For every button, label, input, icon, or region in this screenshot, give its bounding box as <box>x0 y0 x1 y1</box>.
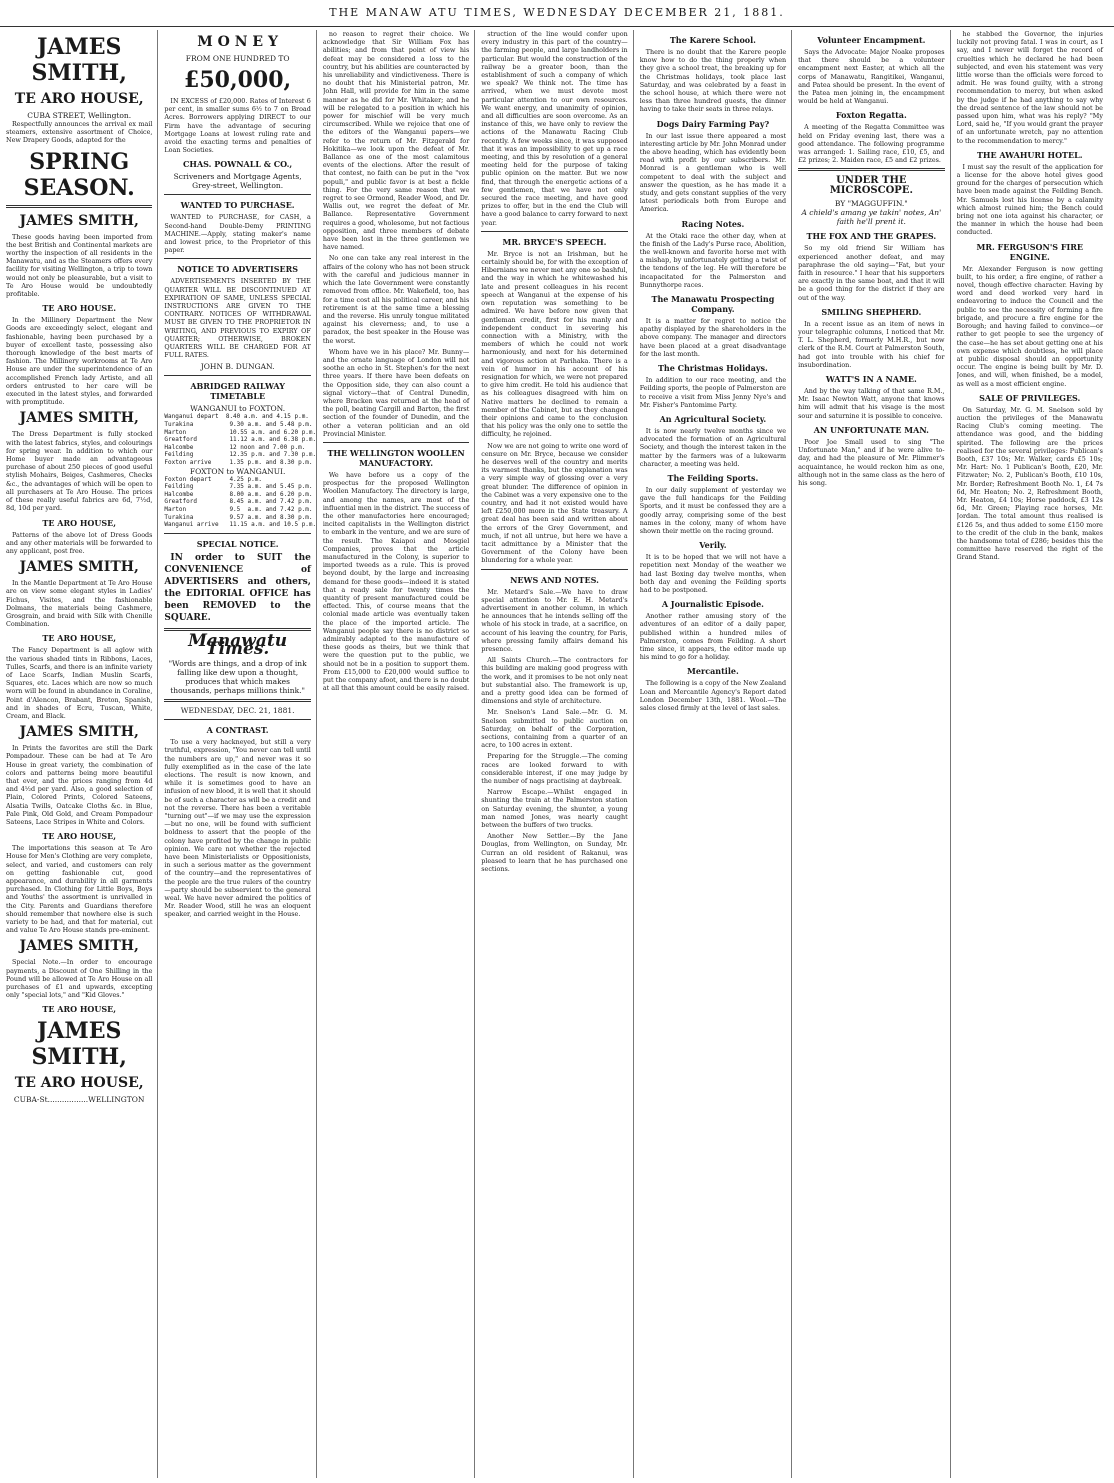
column-motto: A chield's amang ye takin' notes, An' faith he'll prent it. <box>801 208 942 227</box>
ad-paragraph: In Prints the favorites are still the Dark Pompadour. These can be had at Te Aro House in great variety, the combination of colors and patterns being more beautiful that ever, and the prices ranging from 4d and 4½d per yard. Also, a good selection of Plain, Colored Prints, Colored Sateens, Alsatia Twills, Oatcake Cloths &c. in Blue, Pale Pink, Old Gold, and Cream Pompadour Sateens, Lace Stripes in White and Colors. <box>6 744 153 826</box>
article-paragraph: In a recent issue as an item of news in your telegraphic columns, I noticed that Mr. T. L. Shepherd, formerly M.H.R., but now clerk of the R.M. Court at Palmerston South, had got into trouble with his chief for insubordination. <box>798 319 945 369</box>
column-5 <box>640 30 792 1478</box>
news-item: At the Otaki race the other day, when at the finish of the Lady's Purse race, Abolition, the well-known and favorite horse met with a mishap, by unfortunately getting a twist of the tendons of the leg. He will therefore be incapacitated for the Palmerston and Bunnythorpe races. <box>639 231 787 289</box>
column-2 <box>164 30 316 1478</box>
ad-paragraph: These goods having been imported from the best British and Continental markets are worthy the inspection of all residents in the Manawatu, and as the Steamers offers every facility for visiting Wellington, a trip to town would not only be pleasurable, but a visit to Te Aro House would be undoubtedly profitable. <box>6 232 153 299</box>
ad-heading: WANTED TO PURCHASE. <box>180 200 295 211</box>
ad-footer-street: CUBA-St.................WELLINGTON <box>13 1095 145 1105</box>
news-item: It is to be hoped that we will not have a repetition next Monday of the weather we had last Boxing day twelve months, when both day and evening the Feilding sports had to be postponed. <box>639 553 787 594</box>
newspaper-columns <box>6 30 1108 1478</box>
ad-paragraph: ADVERTISEMENTS INSERTED BY THE QUARTER WILL BE DISCONTINUED AT EXPIRATION OF SAME, UNLESS SPECIAL INSTRUCTIONS ARE GIVEN TO THE CONTRARY. NOTICES OF WITHDRAWAL MUST BE GIVEN TO THE PROPRIETOR IN WRITING, AND PREVIOUS TO EXPIRY OF QUARTER; OTHERWISE, BROKEN QUARTERS WILL BE CHARGED FOR AT FULL RATES. <box>164 277 311 360</box>
news-item: Another New Settler.—By the Jane Douglas, from Wellington, on Sunday, Mr. Curran an old resident of Rakanui, was pleased to learn that he has purchased one sections. <box>481 832 628 874</box>
ad-heading: JAMES SMITH, <box>19 724 139 741</box>
ad-paragraph: IN EXCESS of £20,000. Rates of Interest 6 per cent, in smaller sums 6½ to 7 on Broad Acres. Borrowers applying DIRECT to our Firm have the advantage of securing Mortgage Loans at lowest ruling rate and avoid the exacting terms and penalties of Loan Societies. <box>164 97 311 155</box>
article-paragraph: I must say the result of the application for a license for the above hotel gives good ground for the charges of persecution which have been made against the Feilding Bench. Mr. Samuels lost his license by a calamity which almost ruined him; the Bench could bring not one iota against his character, or the manner in which the house had been conducted. <box>956 162 1103 237</box>
news-item: Narrow Escape.—Whilst engaged in shunting the train at the Palmerston station on Saturday evening, the shunter, a young man named Jones, was nearly caught between the buffers of two trucks. <box>481 788 628 830</box>
article-paragraph: And by the way talking of that same R.M., Mr. Isaac Newton Watt, anyone that knows him will admit that his visage is the most sour and saturnine it is possible to conceive. <box>798 387 945 420</box>
news-heading: Verily. <box>699 540 727 551</box>
column-6 <box>798 30 950 1478</box>
column-3 <box>323 30 475 1478</box>
ad-shop: TE ARO HOUSE, <box>14 91 144 107</box>
ad-heading: JAMES SMITH, <box>19 938 139 955</box>
article-paragraph: On Saturday, Mr. G. M. Snelson sold by auction the privileges of the Manawatu Racing Club's coming meeting. The attendance was good, and the bidding spirited. The following are the prices realised for the several privileges: Publican's Booth, £37 10s; Mr. Walker, cards £5 10s; Mr. Hart: No. 1 Publican's Booth, £20, Mr. Fitzwater; No. 2, Publican's Booth, £10 10s, Mr. Border; Refreshment Booth No. 1, £4 7s 6d, Mr. Heaton; No. 2, Refreshment Booth, Mr. Heaton, £4 10s; Horse paddock, £3 12s 6d, Mr. Green; Playing race horses, Mr. Jordan. The total amount thus realised is £126 5s, and thus added to some £150 more to the credit of the club in the bank, makes the handsome total of £286; besides this the committee have reserved the right of the Grand Stand. <box>956 405 1103 562</box>
ad-paragraph: The Fancy Department is all aglow with the various shaded tints in Ribbons, Laces, Tulles, Scarfs, and there is an infinite variety of Lace Scarfs, Indian Muslin Scarfs, Squares, etc. Laces which are now so much worn will be found in abundance in Coraline, Point d'Alencon, Brabant, Breton, Spanish, and in shades of Ecru, Tuscan, White, Cream, and Black. <box>6 646 153 720</box>
news-item: Says the Advocate: Major Noake proposes that there should be a volunteer encampment next Easter, at which all the corps of Manawatu, Rangitikei, Wanganui, and Patea should be present. In the event of the Patea men joining in, the encampment would be held at Wanganui. <box>798 48 945 106</box>
news-item: Mr. Metard's Sale.—We have to draw special attention to Mr. E. H. Metard's advertisement in another column, in which he announces that he intends selling off the whole of his stock in trade, at a sacrifice, on account of his leaving the country, for Paris, where pressing family affairs demand his presence. <box>481 587 628 654</box>
ad-paragraph: In the Millinery Department the New Goods are exceedingly select, elegant and fashionable, having been purchased by a buyer of excellent taste, possessing also thorough knowledge of the best marts of fashion. The Millinery workrooms at Te Aro House are under the superintendence of an accomplished French lady Artiste, and all orders entrusted to her care will be executed in the latest styles, and forwarded with promptitude. <box>6 316 153 407</box>
ad-heading: M O N E Y <box>197 34 278 50</box>
article-paragraph: So my old friend Sir William has experienced another defeat, and may paraphrase the old saying—"Fat, but your faith in resource." I hear that his supporters are exactly in the same boat, and that it will be a good thing for the district if they are out of the way. <box>798 244 945 302</box>
ad-heading: TE ARO HOUSE, <box>42 517 117 528</box>
section-heading: THE FOX AND THE GRAPES. <box>806 231 937 242</box>
column-4 <box>481 30 633 1478</box>
news-item: In our last issue there appeared a most interesting article by Mr. John Monrad under the above heading, which has evidently been read with profit by our subscribers. Mr. Monrad is a gentleman who is well competent to deal with the subject and answer the question, as he has made it a study, and gets constant supplies of the very latest periodicals both from Europe and America. <box>639 131 787 214</box>
ad-paragraph: The importations this season at Te Aro House for Men's Clothing are very complete, select, and varied, and customers can rely on getting fashionable cut, good appearance, and durability in all garments purchased. In Clothing for Little Boys, Boys and Youths' the assortment is unrivalled in the City. Parents and Guardians therefore should remember that nowhere else is such variety to be had, and that for material, cut and value Te Aro House stands pre-eminent. <box>6 844 153 935</box>
ad-footer: TE ARO HOUSE, <box>14 1075 144 1092</box>
article-paragraph: Poor Joe Small used to sing "The Unfortunate Man," and if he were alive to-day, and had the pleasure of Mr. Plimmer's acquaintance, he would reckon him as one, although not in the same class as the hero of his song. <box>798 437 945 487</box>
ad-intro: Respectfully announces the arrival ex mail steamers, extensive assortment of Choice, New Drapery Goods, adapted for the <box>6 120 153 145</box>
ad-heading: NOTICE TO ADVERTISERS <box>177 264 298 275</box>
section-heading: SALE OF PRIVILEGES. <box>979 392 1081 403</box>
article-paragraph: Mr. Bryce is not an Irishman, but he certainly should be, for with the exception of Hibernians we never met any one so bashful, and the way in which he whitewashed his late and present colleagues in his recent speech at Wanganui at the expense of his own reputation was something to be admired. We have before now given that gentleman credit, first for his manly and independent conduct in severing his connection with a Ministry, with the members of which he could not work harmoniously, and next for his determined and vigorous action at Parihaka. There is a vein of humor in his account of his resignation for which, we were not prepared to give him credit. He told his audience that as his colleagues disagreed with him on Native matters he declined to remain a member of the Cabinet, but as they changed their opinions and came to the conclusion that his policy was the only one to settle the difficulty, he rejoined. <box>481 249 628 439</box>
ad-heading: JAMES SMITH, <box>19 212 139 229</box>
newspaper-motto: "Words are things, and a drop of ink falling like dew upon a thought, produces that which makes thousands, perhaps millions think." <box>168 659 307 696</box>
ad-subheading: FROM ONE HUNDRED TO <box>185 54 290 63</box>
news-item: It is now nearly twelve months since we advocated the formation of an Agricultural Society, and though the interest taken in the matter by the farmers was of a lukewarm character, a meeting was held. <box>639 426 787 468</box>
news-heading: The Feilding Sports. <box>667 472 759 483</box>
ad-paragraph: WANTED to PURCHASE, for CASH, a Second-hand Double-Demy PRINTING MACHINE.—Apply, stating maker's name and lowest price, to the Proprietor of this paper. <box>164 213 311 255</box>
news-heading: Volunteer Encampment. <box>817 35 926 45</box>
column-heading: UNDER THE MICROSCOPE. <box>829 175 913 197</box>
column-7 <box>957 30 1108 1478</box>
timetable-subheading: WANGANUI to FOXTON. <box>190 404 286 414</box>
ad-heading: TE ARO HOUSE, <box>42 633 117 644</box>
article-paragraph: No one can take any real interest in the affairs of the colony who has not been struck with the careful and judicious manner in which the late Government were constantly removed from office. Mr. Wakefield, too, has for a time cost all his political career, and his retirement is at the same time a blessing and the reverse. His unruly tongue militated against his cleverness; and, to use a paradox, the best speaker in the House was the worst. <box>322 254 470 345</box>
article-heading: MR. BRYCE'S SPEECH. <box>502 236 607 247</box>
news-item: The following is a copy of the New Zealand Loan and Mercantile Agency's Report dated London December 13th, 1881. Wool.—The sales closed firmly at the level of last sales. <box>639 679 787 712</box>
news-heading: Mercantile. <box>687 666 739 677</box>
section-heading: THE AWAHURI HOTEL. <box>976 149 1083 160</box>
ad-amount: £50,000, <box>184 67 292 93</box>
news-heading: Foxton Regatta. <box>835 110 907 121</box>
ad-paragraph: The Dress Department is fully stocked with the latest fabrics, styles, and colourings for spring wear. In addition to which our Home buyer made an advantageous purchase of about 250 pieces of good useful stylish Mohairs, Beiges, Cashmeres, Checks &c., the advantages of which will be open to all purchasers at Te Aro House. The prices of these really useful fabrics are 6d, 7½d, 8d, 10d per yard. <box>6 430 153 513</box>
ad-firm: CHAS. POWNALL & CO., <box>183 159 293 170</box>
article-heading: A CONTRAST. <box>206 725 269 736</box>
news-heading: Dogs Dairy Farming Pay? <box>656 118 770 129</box>
ad-heading: TE ARO HOUSE, <box>42 1004 117 1015</box>
news-item: In addition to our race meeting, and the Feilding sports, the people of Palmerston are to receive a visit from Miss Jenny Nye's and Mr. Fisher's Pantomime Party. <box>639 376 787 409</box>
timetable-subheading: FOXTON to WANGANUI. <box>189 466 286 476</box>
article-paragraph: Now we are not going to write one word of censure on Mr. Bryce, because we consider he deserves well of the country and merits its warmest thanks, but the explanation was a very simple way of glossing over a very great blunder. The difference of opinion in the Cabinet was a very expensive one to the country, and had it not existed would have left £250,000 more in the State treasury. A great deal has been said and written about the errors of the Grey Government, and much, if not all untrue, but here we have a tacit admittance by a Minister that the Government of the Colony have been blundering for a whole year. <box>481 441 628 565</box>
news-item: Another rather amusing story of the adventures of an editor of a daily paper, published within a hundred miles of Palmerston, comes from Feilding. A short time since, it appears, the editor made up his mind to go for a holiday. <box>639 612 787 662</box>
article-paragraph: We have before us a copy of the prospectus for the proposed Wellington Woollen Manufactory. The directory is large, and among the names, are most of the influential men in the district. The success of the other manufactories here encouraged; incited capitalists in the Wellington district to embark in the venture, and we are sure of the result. The Kaiapoi and Mosgiel Companies, proves that the article manufactured in the Colony, is superior to imported tweeds as a rule. This is proved beyond doubt, by the large and increasing demand for these goods—indeed it is stated that a ready sale for twenty times the quantity of present manufactured could be effected. This, of course means that the colonial made article was eventually taken the place of the imported article. The Wanganui people say there is no district so admirably adapted to the manufacture of these goods as theirs, but we think that were the question put to the public, we should not be in a position to support them. From £15,000 to £20,000 would suffice to put the company afoot, and there is no doubt at all that this amount could be easily raised. <box>322 470 470 693</box>
news-heading: The Manawatu Prospecting Company. <box>651 294 775 315</box>
ad-heading: JAMES SMITH, <box>19 410 139 427</box>
news-item: There is no doubt that the Karere people know how to do the thing properly when they give a school treat, the breaking up for the Christmas holidays, took place last Saturday, and was celebrated by a feast in the school house, at which there were not less than three hundred guests, the dinner having to take their seats in three relays. <box>639 48 787 114</box>
ad-heading: JAMES SMITH, <box>19 559 139 576</box>
timetable-table: Foxton depart 4.25 p.m. Feilding 7.35 a.m. and 5.45 p.m. Halcombe 8.00 a.m. and 6.20 p.m. Greatford 8.45 a.m. and 7.42 p.m. Marton 9.5 a.m. and 7.42 p.m. Turakina 9.57 a.m. and 8.30 p.m. Wanganui arrive 11.15 a.m. and 10.5 p.m. <box>164 475 317 529</box>
issue-date: WEDNESDAY, DEC. 21, 1881. <box>180 706 295 716</box>
ad-signature: JOHN B. DUNGAN. <box>200 362 275 372</box>
section-heading: MR. FERGUSON'S FIRE ENGINE. <box>976 241 1084 262</box>
ad-heading: TE ARO HOUSE, <box>42 831 117 842</box>
ad-street: CUBA STREET, Wellington. <box>27 111 132 120</box>
article-paragraph: Mr. Alexander Ferguson is now getting built, to his order, a fire engine, of rather a novel, though effective character. Having by word and deed worked very hard in endeavoring to induce the Council and the public to see the necessity of forming a fire brigade, and procure a fire engine for the Borough; and having failed to convince—or rather to get people to see the urgency of the case—he has set about getting one at his own expense which doubtless, he will place at public disposal should an opportunity occur. The engine is being built by Mr. D. Jones, and will, when finished, be a model, as well as a most efficient engine. <box>956 264 1103 388</box>
article-paragraph: struction of the line would confer upon every industry in this part of the country—the farming people, and large landholders in particular. But would the construction of the railway be a greater boon, than the establishment of such a company of which we speak? We think not. The time has arrived, when we must devote most particular attention to our own resources. We want energy, and unanimity of opinion, and all difficulties are soon overcome. As an instance of this, we have only to review the actions of the Manawatu Racing Club recently. A few weeks since, it was supposed that it was an impossibility to get up a race meeting, and this by resolution of a general meeting held for the purpose of taking public opinion on the matter. But we now find, that through the energetic actions of a few gentlemen, that we have not only secured the race meeting, and have good prizes to offer, but in the end the Club will have a good balance to carry forward to next year. <box>481 30 628 227</box>
ad-name: JAMES SMITH, <box>31 1018 127 1071</box>
ad-season: SPRING SEASON. <box>23 148 135 201</box>
ad-name: JAMES SMITH, <box>31 34 127 86</box>
section-heading: WATT'S IN A NAME. <box>825 374 917 385</box>
news-item: In our daily supplement of yesterday we gave the full handicaps for the Feilding Sports, and it must be confessed they are a goodly array, comprising some of the best names in the colony, many of whom have shown their mettle on the racing ground. <box>639 485 787 535</box>
timetable-heading: ABRIDGED RAILWAY TIMETABLE <box>190 381 285 402</box>
article-heading: NEWS AND NOTES. <box>510 574 599 585</box>
ad-paragraph: Special Note.—In order to encourage payments, a Discount of One Shilling in the Pound will be allowed at Te Aro House on all purchases of £1 and upwards, excepting only "special lots," and "Kid Gloves." <box>6 958 153 1000</box>
ad-heading: TE ARO HOUSE. <box>42 303 117 314</box>
news-heading: The Christmas Holidays. <box>657 363 768 374</box>
article-paragraph: To use a very hackneyed, but still a very truthful, expression, "You never can tell until the numbers are up," and never was it so fully exemplified as in the case of the late elections. The result is now known, and while it is sometimes good to have an infusion of new blood, it is well that it should be of such a character as will be a credit and not the reverse. There has been a veritable "turning out"—if we may use the expression—but no one, will be found with sufficient boldness to assert that the people of the colony have profited by the change in public opinion. We care not whether the rejected have been Ministerialists or Oppositionists, in such a serious matter as the government of the country—and the representatives of the people are the true rulers of the country—party should be subservient to the general weal. We have never admired the politics of Mr. Reader Wood, still he was an eloquent speaker, and carried weight in the House. <box>164 738 311 919</box>
news-item: Mr. Snelson's Land Sale.—Mr. G. M. Snelson submitted to public auction on Saturday, on behalf of the Corporation, sections, containing from a quarter of an acre, to 100 acres in extent. <box>481 708 628 750</box>
article-paragraph: no reason to regret their choice. We acknowledge that Sir William Fox has abilities; and from that point of view his defeat may be considered a loss to the country, but his abilities are counteracted by his unreliability and vindictiveness. There is no doubt that his Ministerial patron, Mr. John Hall, will provide for him in the same manner as he did for Mr. Whitaker; and he will be relegated to a position in which his power for mischief will be very much circumscribed. While we rejoice that one of the editors of the Wanganui papers—we refer to the return of Mr. Fitzgerald for Hokitika—we look upon the defeat of Mr. Ballance as one of the most calamitous events of the elections. After the result of that contest, no faith can be put in the "vox populi," and public favor is at best a fickle thing. For the very same reason that we regret to see Ormond, Reader Wood, and Dr. Wallis out, we regret the defeat of Mr. Ballance. Representative Government requires a good, wholesome, but not factious opposition, and three members of debate have been lost in the three gentlemen we have named. <box>322 30 470 252</box>
column-byline: BY "MAGGUFFIN." <box>834 199 908 209</box>
news-item: It is a matter for regret to notice the apathy displayed by the shareholders in the above company. The manager and directors have been placed at a great disadvantage for the last month. <box>639 317 787 358</box>
news-item: A meeting of the Regatta Committee was held on Friday evening last, there was a good attendance. The following programme was arranged: 1. Sailing race, £10, £5, and £2 prizes; 2. Maiden race, £5 and £2 prizes. <box>798 123 945 165</box>
timetable-table: Wanganui depart 8.40 a.m. and 4.15 p.m. Turakina 9.30 a.m. and 5.48 p.m. Marton 10.55 a.m. and 6.20 p.m. Greatford 11.12 a.m. and 6.38 p.m. Halcombe 12 noon and 7.00 p.m. Feilding 12.35 p.m. and 7.30 p.m. Foxton arrive 1.35 p.m. and 8.30 p.m. <box>164 413 317 467</box>
news-heading: The Karere School. <box>669 35 756 45</box>
column-1 <box>6 30 158 1478</box>
news-heading: Racing Notes. <box>681 218 745 229</box>
masthead: THE MANAW ATU TIMES, WEDNESDAY DECEMBER 21, 1881. <box>0 0 1114 27</box>
news-heading: A Journalistic Episode. <box>661 599 764 610</box>
article-heading: THE WELLINGTON WOOLLEN MANUFACTORY. <box>327 447 465 468</box>
section-heading: SMILING SHEPHERD. <box>821 306 922 317</box>
news-item: All Saints Church.—The contractors for this building are making good progress with the work, and it promises to be not only neat but substantial also. The framework is up, and a pretty good idea can be formed of dimensions and style of architecture. <box>481 656 628 706</box>
article-paragraph: he stabbed the Governor, the injuries luckily not proving fatal. I was in court, as I say, and I never will forget the record of cruelties which he declared he had been subjected, and even his statement was very little worse than the officials were forced to admit. He was found guilty, with a strong recommendation to mercy, but when asked by the judge if he had anything to say why the dread sentence of the law should not be passed upon him, what was his reply? "My Lord, said he, "If you would grant the prayer of an unfortunate wretch, pay no attention to the recommendation to mercy." <box>956 30 1103 145</box>
news-item: Preparing for the Struggle.—The coming races are looked forward to with considerable interest, if one may judge by the number of nags practising at daybreak. <box>481 752 628 786</box>
article-paragraph: Whom have we in his place? Mr. Bunny—and the ornate language of London will not soothe an echo in St. Stephen's for the next three years. If there have been defeats on the Opposition side, they can also count a signal victory—that of Central Dunedin, where Bracken was returned at the head of the poll, beating Cargill and Barton, the first section of the founder of Dunedin, and the other a veteran politician and an old Provincial Minister. <box>322 347 470 438</box>
ad-firm-address: Scriveners and Mortgage Agents, Grey-street, Wellington. <box>173 172 302 191</box>
section-heading: AN UNFORTUNATE MAN. <box>813 424 929 435</box>
newspaper-title: Manawatu Times. <box>188 630 288 659</box>
ad-paragraph: In the Mantle Department at Te Aro House are on view some elegant styles in Ladies' Fichus, Visites, and the fashionable Dolmans, the materials being Cashmere, Grosgrain, and braid with Silk with Chenille Combination. <box>6 579 153 629</box>
news-heading: An Agricultural Society. <box>659 413 767 424</box>
ad-heading: SPECIAL NOTICE. <box>196 538 279 549</box>
ad-paragraph: Patterns of the above lot of Dress Goods and any other materials will be forwarded to any applicant, post free. <box>6 530 153 555</box>
ad-paragraph: IN order to SUIT the CONVENIENCE of ADVERTISERS and others, the EDITORIAL OFFICE has been REMOVED to the SQUARE. <box>164 552 311 623</box>
